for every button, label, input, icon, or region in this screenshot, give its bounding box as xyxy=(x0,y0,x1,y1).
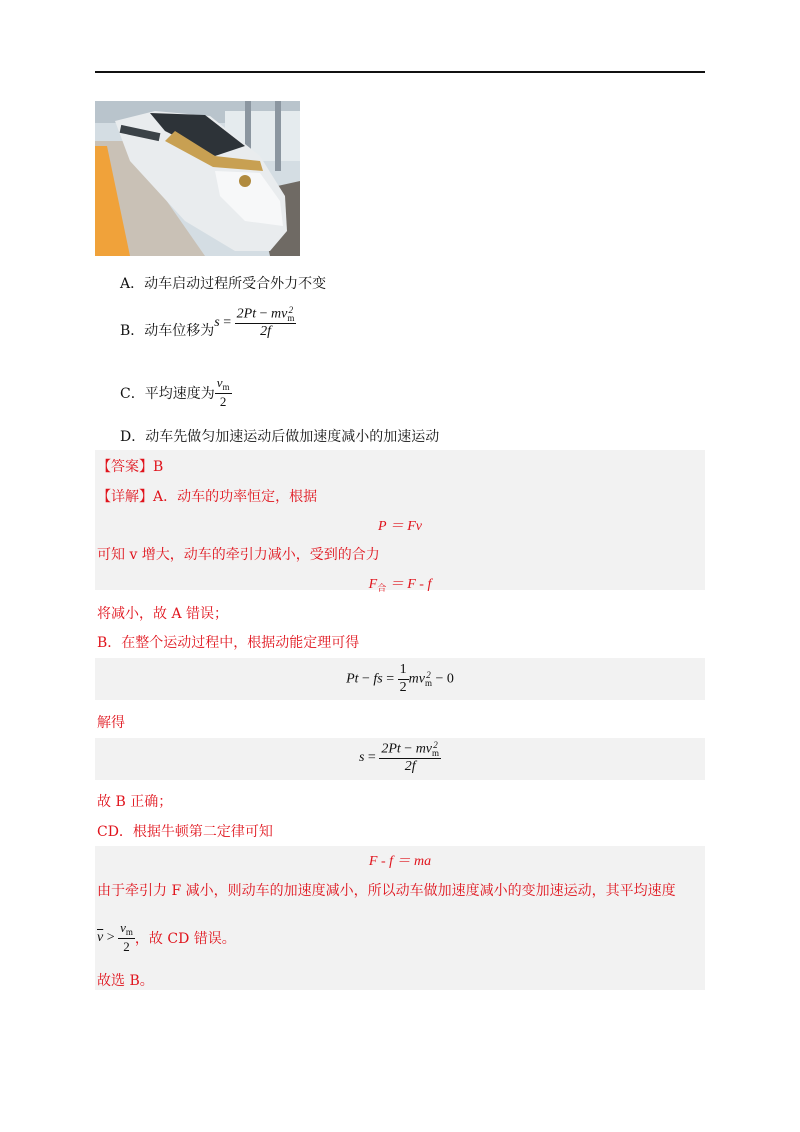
explain-line-1: 【详解】A．动车的功率恒定，根据 xyxy=(97,489,318,505)
equation-solution: s = 2Pt − mv 2 m 2f xyxy=(358,740,440,775)
explain-line-9 xyxy=(97,921,236,954)
equation-newton: F - f ＝ ma xyxy=(368,854,432,869)
explain-line-10: 故选 B。 xyxy=(97,973,154,989)
option-b-label: B．动车位移为 xyxy=(120,323,215,339)
equation-power: P ＝ Fv xyxy=(377,519,423,534)
explain-line-5: 解得 xyxy=(97,715,125,731)
eq2-right: ＝ F - f xyxy=(386,577,432,592)
equation-net-force xyxy=(95,573,705,594)
option-a: A．动车启动过程所受合外力不变 xyxy=(120,276,327,292)
header-rule xyxy=(95,71,705,73)
explain-line-4: B．在整个运动过程中，根据动能定理可得 xyxy=(97,635,360,651)
equation-energy: Pt − fs = $\frac{1}{2}$ mv 2 m − 0 xyxy=(346,662,454,695)
train-photo xyxy=(95,101,300,256)
explain-line-7: CD．根据牛顿第二定律可知 xyxy=(97,824,273,840)
answer-label: 【答案】B xyxy=(97,459,164,475)
option-d: D．动车先做匀加速运动后做加速度减小的加速运动 xyxy=(120,429,440,445)
option-b-formula: s = 2Pt − mv 2 m 2f xyxy=(214,305,295,340)
explain-line-9-text: ，故 CD 错误。 xyxy=(134,930,236,947)
explain-line-6: 故 B 正确； xyxy=(97,794,173,810)
option-c-label: C．平均速度为 xyxy=(120,385,215,402)
explain-line-2: 可知 v 增大，动车的牵引力减小，受到的合力 xyxy=(97,547,380,563)
explain-line-3: 将减小，故 A 错误； xyxy=(97,606,229,622)
avg-velocity-formula: $\overline{v}$ > $\frac{v_m}{2}$ xyxy=(97,920,133,955)
option-b xyxy=(120,306,296,340)
eq2-sub: 合 xyxy=(377,583,387,593)
explain-line-8: 由于牵引力 F 减小，则动车的加速度减小，所以动车做加速度减小的变加速运动，其平均速度 xyxy=(97,883,676,899)
option-c-formula: $\frac{v_m}{2}$ xyxy=(216,375,230,410)
eq2-left: F xyxy=(368,577,378,592)
option-c xyxy=(120,376,232,409)
